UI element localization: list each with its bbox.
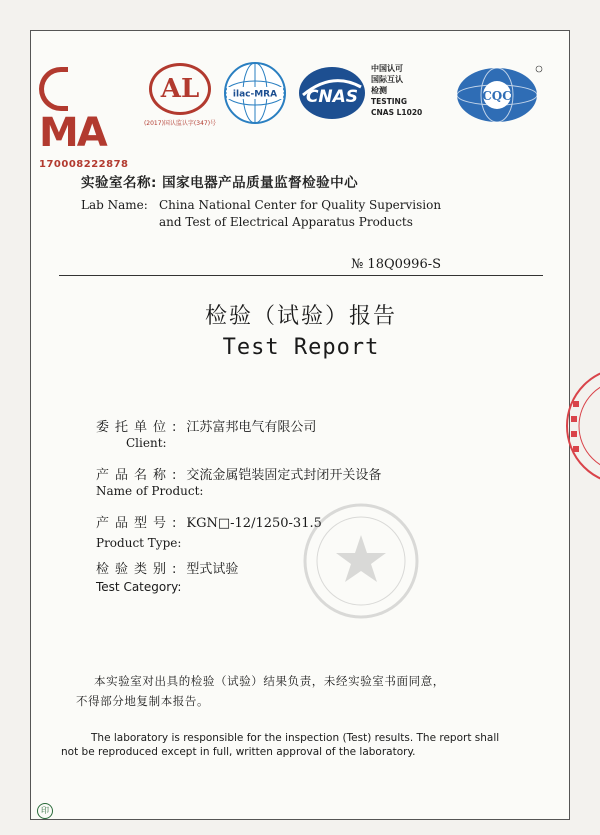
lab-name-cn: 国家电器产品质量监督检验中心 — [162, 175, 359, 191]
notice-en-line2: not be reproduced except in full, written approval of the laboratory. — [61, 746, 416, 758]
report-cover-page — [30, 30, 570, 820]
faded-stamp — [301, 501, 421, 621]
product-type-label-cn: 产品型号: — [96, 516, 183, 531]
lab-name-label-en: Lab Name: — [81, 198, 148, 212]
notice-cn-line1: 本实验室对出具的检验（试验）结果负责，未经实验室书面同意， — [94, 674, 445, 688]
cma-logo — [39, 67, 135, 170]
test-category-field — [96, 558, 238, 577]
cal-caption: (2017)国认监认字(347)号 — [143, 120, 217, 127]
ilac-mra-logo — [223, 61, 287, 125]
test-category-label-cn: 检验类别: — [96, 562, 183, 577]
print-mark-icon: 印 — [37, 803, 53, 819]
cqc-logo — [437, 65, 543, 125]
client-label-en: Client: — [126, 436, 167, 450]
lab-name-block — [81, 171, 541, 231]
divider-line — [59, 275, 543, 276]
product-type-field — [96, 512, 322, 531]
cnas-logo-text: CNAS — [305, 87, 359, 107]
product-name-label-cn: 产品名称: — [96, 468, 183, 483]
product-name-value: 交流金属铠装固定式封闭开关设备 — [186, 468, 382, 483]
notice-cn — [76, 671, 546, 711]
report-number: № 18Q0996-S — [351, 257, 442, 272]
client-field — [96, 416, 316, 435]
lab-name-en-line2: and Test of Electrical Apparatus Products — [159, 215, 413, 229]
test-category-label-en: Test Category: — [96, 580, 182, 594]
cma-c-glyph — [39, 67, 68, 111]
ilac-logo-text: ilac-MRA — [232, 89, 278, 100]
test-category-value: 型式试验 — [186, 562, 239, 577]
cal-logo — [143, 63, 217, 127]
product-type-label-en: Product Type: — [96, 536, 182, 550]
accreditation-logos — [31, 59, 571, 170]
red-seal-icon — [563, 361, 600, 491]
product-type-value: KGN□-12/1250-31.5 — [186, 516, 322, 531]
cma-logo-text: MA — [39, 110, 106, 156]
cma-number: 170008222878 — [39, 159, 129, 170]
cqc-logo-text: CQC — [482, 89, 512, 103]
client-label-cn: 委托单位: — [96, 420, 183, 435]
lab-name-en-line1: China National Center for Quality Supervision — [159, 198, 442, 212]
cal-logo-text: AL — [149, 63, 211, 115]
product-name-field — [96, 464, 381, 483]
cnas-testing-mark: 中国认可 国际互认 检测 TESTING CNAS L1020 — [371, 64, 423, 117]
notice-en-line1: The laboratory is responsible for the inspection (Test) results. The report shall — [91, 732, 500, 744]
title-cn: 检验（试验）报告 — [204, 304, 397, 329]
notice-en — [61, 731, 551, 759]
title-en: Test Report — [222, 335, 380, 360]
lab-name-label-cn: 实验室名称: — [81, 175, 157, 191]
cnas-logo — [297, 65, 367, 121]
product-name-label-en: Name of Product: — [96, 484, 204, 498]
notice-cn-line2: 不得部分地复制本报告。 — [76, 694, 210, 708]
client-value: 江苏富邦电气有限公司 — [186, 420, 317, 435]
